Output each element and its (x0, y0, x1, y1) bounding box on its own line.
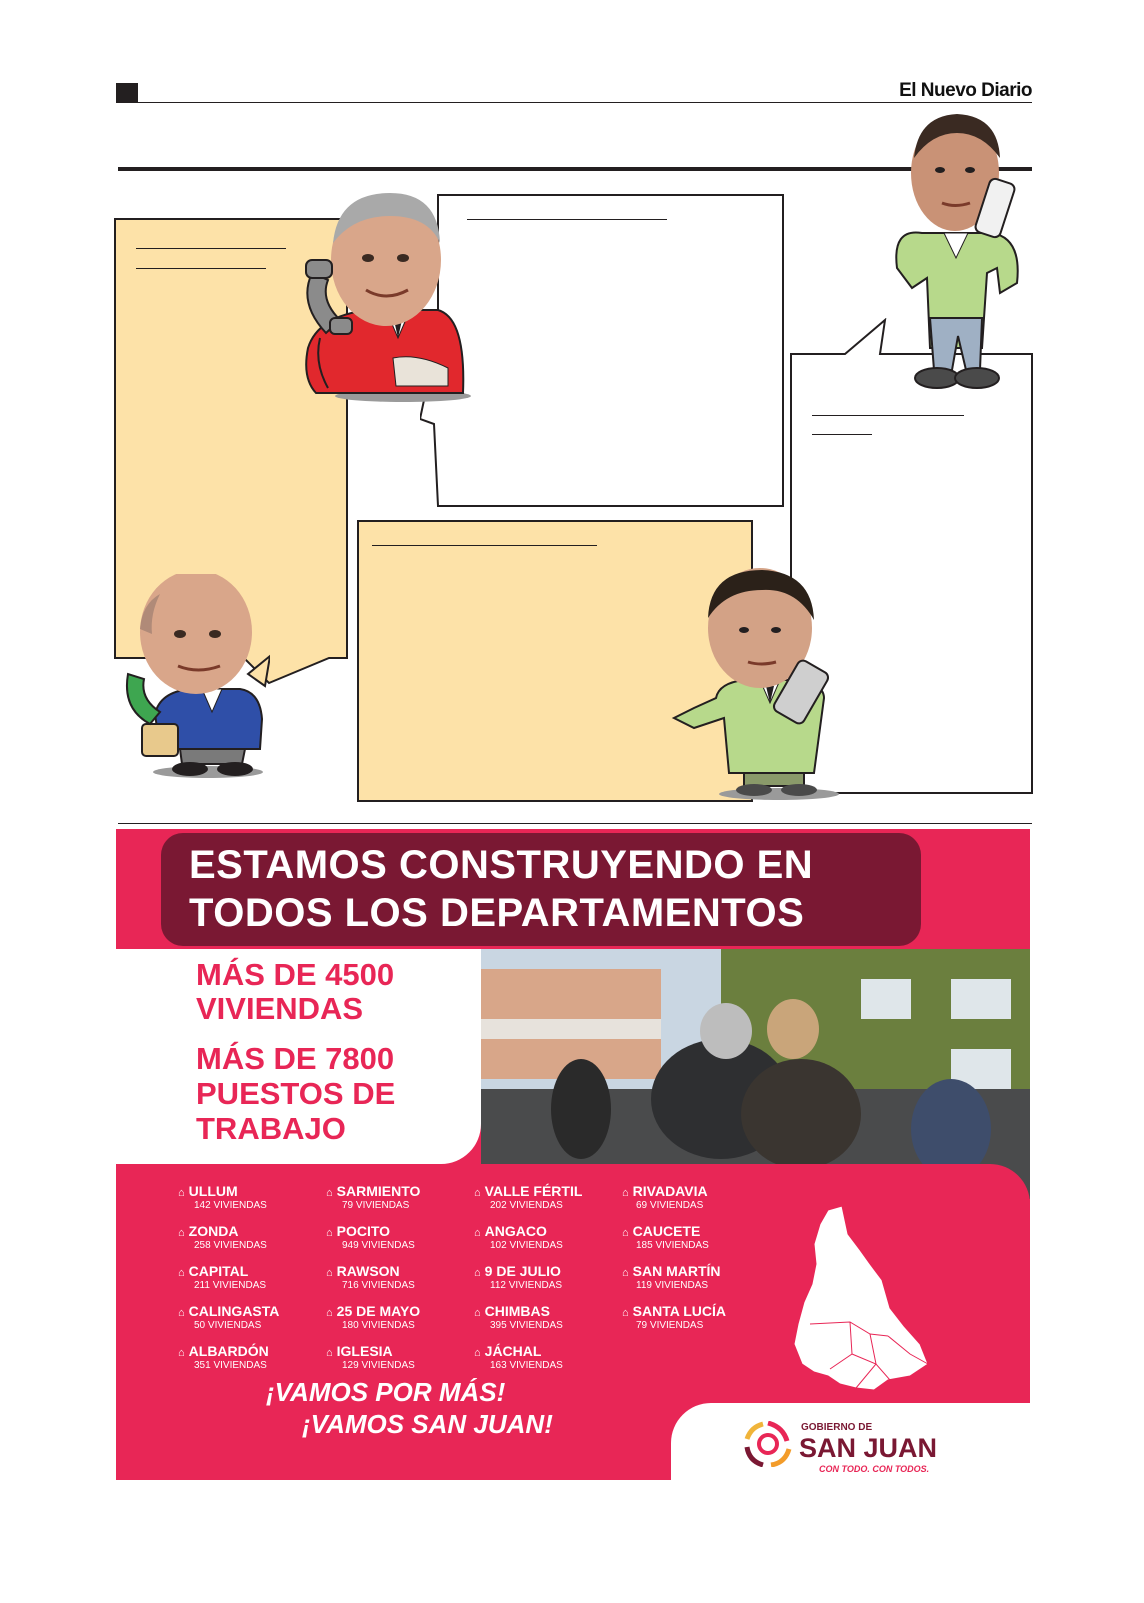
department-count: 211 VIVIENDAS (194, 1280, 267, 1291)
ad-title-line: TODOS LOS DEPARTAMENTOS (189, 891, 805, 935)
house-icon: ⌂ (474, 1307, 481, 1319)
department-item (178, 1263, 248, 1279)
house-icon: ⌂ (326, 1347, 333, 1359)
department-count: 163 VIVIENDAS (490, 1360, 563, 1371)
text-stub (812, 415, 964, 416)
department-name: JÁCHAL (484, 1343, 542, 1359)
stat-line: VIVIENDAS (196, 991, 364, 1026)
department-name: CHIMBAS (484, 1303, 550, 1319)
house-icon: ⌂ (326, 1227, 333, 1239)
header-rule (138, 102, 1032, 103)
department-count: 180 VIVIENDAS (342, 1320, 415, 1331)
department-count: 112 VIVIENDAS (490, 1280, 563, 1291)
department-count: 50 VIVIENDAS (194, 1320, 262, 1331)
ad-title-line: ESTAMOS CONSTRUYENDO EN (189, 843, 814, 887)
department-name: RIVADAVIA (632, 1183, 708, 1199)
caricature-red-sweater (298, 188, 478, 403)
house-icon: ⌂ (178, 1347, 185, 1359)
caricature-green-sweater (664, 568, 854, 800)
house-icon: ⌂ (622, 1187, 629, 1199)
department-count: 119 VIVIENDAS (636, 1280, 709, 1291)
housing-advertisement (116, 829, 1030, 1480)
text-stub (136, 268, 266, 269)
department-name: ANGACO (484, 1223, 547, 1239)
department-name: CAPITAL (188, 1263, 249, 1279)
ad-slogan-line: ¡VAMOS POR MÁS! (266, 1377, 506, 1407)
department-name: ALBARDÓN (188, 1343, 269, 1359)
department-name: SANTA LUCÍA (632, 1303, 726, 1319)
department-item (474, 1183, 582, 1199)
house-icon: ⌂ (622, 1267, 629, 1279)
house-icon: ⌂ (326, 1267, 333, 1279)
house-icon: ⌂ (622, 1307, 629, 1319)
department-count: 258 VIVIENDAS (194, 1240, 267, 1251)
department-item (622, 1183, 708, 1199)
department-item (474, 1263, 561, 1279)
house-icon: ⌂ (326, 1307, 333, 1319)
caricature-green-shirt-top (882, 108, 1032, 398)
department-item (622, 1263, 721, 1279)
logo-name: SAN JUAN (799, 1433, 938, 1463)
text-stub (812, 434, 872, 435)
house-icon: ⌂ (178, 1187, 185, 1199)
stat-line: TRABAJO (196, 1111, 346, 1146)
department-name: VALLE FÉRTIL (484, 1183, 583, 1199)
department-count: 142 VIVIENDAS (194, 1200, 267, 1211)
department-item (326, 1303, 420, 1319)
department-name: ULLUM (188, 1183, 238, 1199)
department-item (474, 1343, 541, 1359)
text-stub (372, 545, 597, 546)
department-item (474, 1303, 550, 1319)
house-icon: ⌂ (178, 1227, 185, 1239)
department-count: 949 VIVIENDAS (342, 1240, 415, 1251)
department-count: 79 VIVIENDAS (342, 1200, 410, 1211)
department-count: 202 VIVIENDAS (490, 1200, 563, 1211)
department-item (178, 1303, 279, 1319)
house-icon: ⌂ (178, 1267, 185, 1279)
department-item (178, 1183, 238, 1199)
house-icon: ⌂ (474, 1267, 481, 1279)
department-item (326, 1183, 420, 1199)
caricature-blue-suit (120, 574, 270, 779)
department-item (178, 1343, 269, 1359)
department-count: 185 VIVIENDAS (636, 1240, 709, 1251)
text-stub (467, 219, 667, 220)
house-icon: ⌂ (622, 1227, 629, 1239)
department-name: CALINGASTA (188, 1303, 280, 1319)
house-icon: ⌂ (474, 1187, 481, 1199)
logo-tagline: CON TODO. CON TODOS. (819, 1464, 930, 1474)
text-stub (136, 248, 286, 249)
newspaper-brand: El Nuevo Diario (899, 80, 1032, 101)
government-logo-panel (671, 1403, 1030, 1480)
stat-line: MÁS DE 4500 (196, 957, 395, 992)
sun-logo-icon (743, 1421, 793, 1467)
san-juan-map (790, 1204, 940, 1394)
department-name: CAUCETE (632, 1223, 701, 1239)
department-item (474, 1223, 547, 1239)
stat-line: MÁS DE 7800 (196, 1041, 395, 1076)
department-count: 716 VIVIENDAS (342, 1280, 415, 1291)
house-icon: ⌂ (474, 1347, 481, 1359)
department-name: SARMIENTO (336, 1183, 421, 1199)
department-item (622, 1303, 726, 1319)
department-count: 129 VIVIENDAS (342, 1360, 415, 1371)
department-item (178, 1223, 238, 1239)
department-name: RAWSON (336, 1263, 400, 1279)
department-item (326, 1223, 390, 1239)
ad-divider (118, 823, 1032, 824)
department-item (326, 1263, 400, 1279)
page-marker (116, 83, 138, 103)
department-count: 79 VIVIENDAS (636, 1320, 704, 1331)
department-name: IGLESIA (336, 1343, 393, 1359)
department-count: 102 VIVIENDAS (490, 1240, 563, 1251)
department-count: 69 VIVIENDAS (636, 1200, 704, 1211)
house-icon: ⌂ (474, 1227, 481, 1239)
department-item (326, 1343, 393, 1359)
logo-pre: GOBIERNO DE (801, 1422, 873, 1433)
department-name: 9 DE JULIO (484, 1263, 561, 1279)
house-icon: ⌂ (178, 1307, 185, 1319)
department-name: 25 DE MAYO (336, 1303, 421, 1319)
department-name: POCITO (336, 1223, 391, 1239)
ad-slogan-line: ¡VAMOS SAN JUAN! (302, 1409, 553, 1439)
department-count: 351 VIVIENDAS (194, 1360, 267, 1371)
house-icon: ⌂ (326, 1187, 333, 1199)
department-name: SAN MARTÍN (632, 1263, 721, 1279)
stat-line: PUESTOS DE (196, 1076, 396, 1111)
department-item (622, 1223, 700, 1239)
department-name: ZONDA (188, 1223, 239, 1239)
department-count: 395 VIVIENDAS (490, 1320, 563, 1331)
